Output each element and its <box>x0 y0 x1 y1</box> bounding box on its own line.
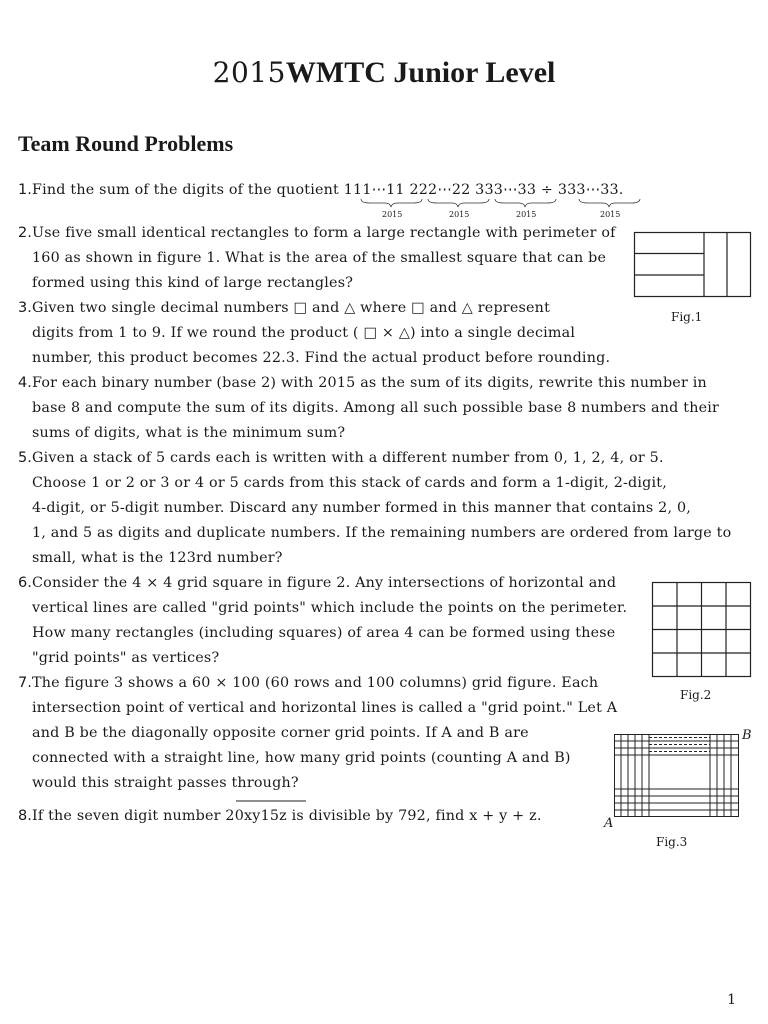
problem-number: 5. <box>18 450 32 466</box>
problem-line: number, this product becomes 22.3. Find the actual product before rounding. <box>32 350 611 366</box>
title-year: 2015 <box>212 56 286 89</box>
problem-line: Find the sum of the digits of the quotient 111⋯11 222⋯22 333⋯33 ÷ 333⋯33. <box>32 182 624 198</box>
figure-3 <box>614 734 740 818</box>
fig3-caption: Fig.3 <box>656 835 688 849</box>
page-title <box>0 56 768 90</box>
problem-line: For each binary number (base 2) with 2015 as the sum of its digits, rewrite this number in <box>32 375 707 391</box>
problem-line: connected with a straight line, how many grid points (counting A and B) <box>32 750 571 766</box>
brace-label: 2015 <box>449 210 470 219</box>
problem-line: base 8 and compute the sum of its digits. Among all such possible base 8 numbers and their <box>32 400 720 416</box>
problem-number: 2. <box>18 225 32 241</box>
title-main: WMTC Junior Level <box>285 56 556 89</box>
page-number: 1 <box>727 992 736 1008</box>
problem-number: 1. <box>18 182 32 198</box>
problem-line: How many rectangles (including squares) of area 4 can be formed using these <box>32 625 616 641</box>
brace-label: 2015 <box>382 210 403 219</box>
problem-line: "grid points" as vertices? <box>32 650 220 666</box>
problem-line: would this straight passes through? <box>32 775 299 791</box>
problem-line: digits from 1 to 9. If we round the product ( □ × △) into a single decimal <box>32 325 576 341</box>
problem-line: sums of digits, what is the minimum sum? <box>32 425 346 441</box>
problem-line: vertical lines are called "grid points" which include the points on the perimeter. <box>32 600 628 616</box>
problem-line: 160 as shown in figure 1. What is the area of the smallest square that can be <box>32 250 607 266</box>
problem-number: 7. <box>18 675 32 691</box>
problem-line: intersection point of vertical and horizontal lines is called a "grid point." Let A <box>32 700 618 716</box>
problem-number: 4. <box>18 375 32 391</box>
problem-line: 1, and 5 as digits and duplicate numbers. If the remaining numbers are ordered from large to <box>32 525 732 541</box>
underbrace <box>361 199 422 207</box>
problem-number: 6. <box>18 575 32 591</box>
problem-line: Given two single decimal numbers □ and △ where □ and △ represent <box>32 300 551 316</box>
fig2-caption: Fig.2 <box>680 688 712 702</box>
brace-label: 2015 <box>516 210 537 219</box>
fig3-outer <box>615 735 739 817</box>
problem-line: Given a stack of 5 cards each is written with a different number from 0, 1, 2, 4, or 5. <box>32 450 664 466</box>
problem-line: If the seven digit number 20xy15z is divisible by 792, find x + y + z. <box>32 808 542 824</box>
problem-line: small, what is the 123rd number? <box>32 550 283 566</box>
problem-line: and B be the diagonally opposite corner grid points. If A and B are <box>32 725 529 741</box>
fig1-caption: Fig.1 <box>671 310 703 324</box>
underbraces <box>360 198 650 210</box>
problem-line: 4-digit, or 5-digit number. Discard any number formed in this manner that contains 2, 0, <box>32 500 692 516</box>
overline <box>236 800 308 804</box>
problem-line: formed using this kind of large rectangles? <box>32 275 354 291</box>
figure-1 <box>634 232 752 298</box>
section-heading: Team Round Problems <box>18 131 234 156</box>
figure-2 <box>652 582 752 678</box>
fig3-label-b: B <box>742 728 752 743</box>
underbrace <box>428 199 489 207</box>
problem-number: 3. <box>18 300 32 316</box>
fig1-outer <box>635 233 751 297</box>
problem-line: The figure 3 shows a 60 × 100 (60 rows and 100 columns) grid figure. Each <box>32 675 599 691</box>
fig3-label-a: A <box>604 816 614 831</box>
underbrace <box>579 199 640 207</box>
brace-label: 2015 <box>600 210 621 219</box>
problem-number: 8. <box>18 808 32 824</box>
underbrace <box>495 199 556 207</box>
problem-line: Use five small identical rectangles to form a large rectangle with perimeter of <box>32 225 616 241</box>
problem-line: Choose 1 or 2 or 3 or 4 or 5 cards from this stack of cards and form a 1-digit, 2-digit, <box>32 475 667 491</box>
problem-line: Consider the 4 × 4 grid square in figure 2. Any intersections of horizontal and <box>32 575 617 591</box>
